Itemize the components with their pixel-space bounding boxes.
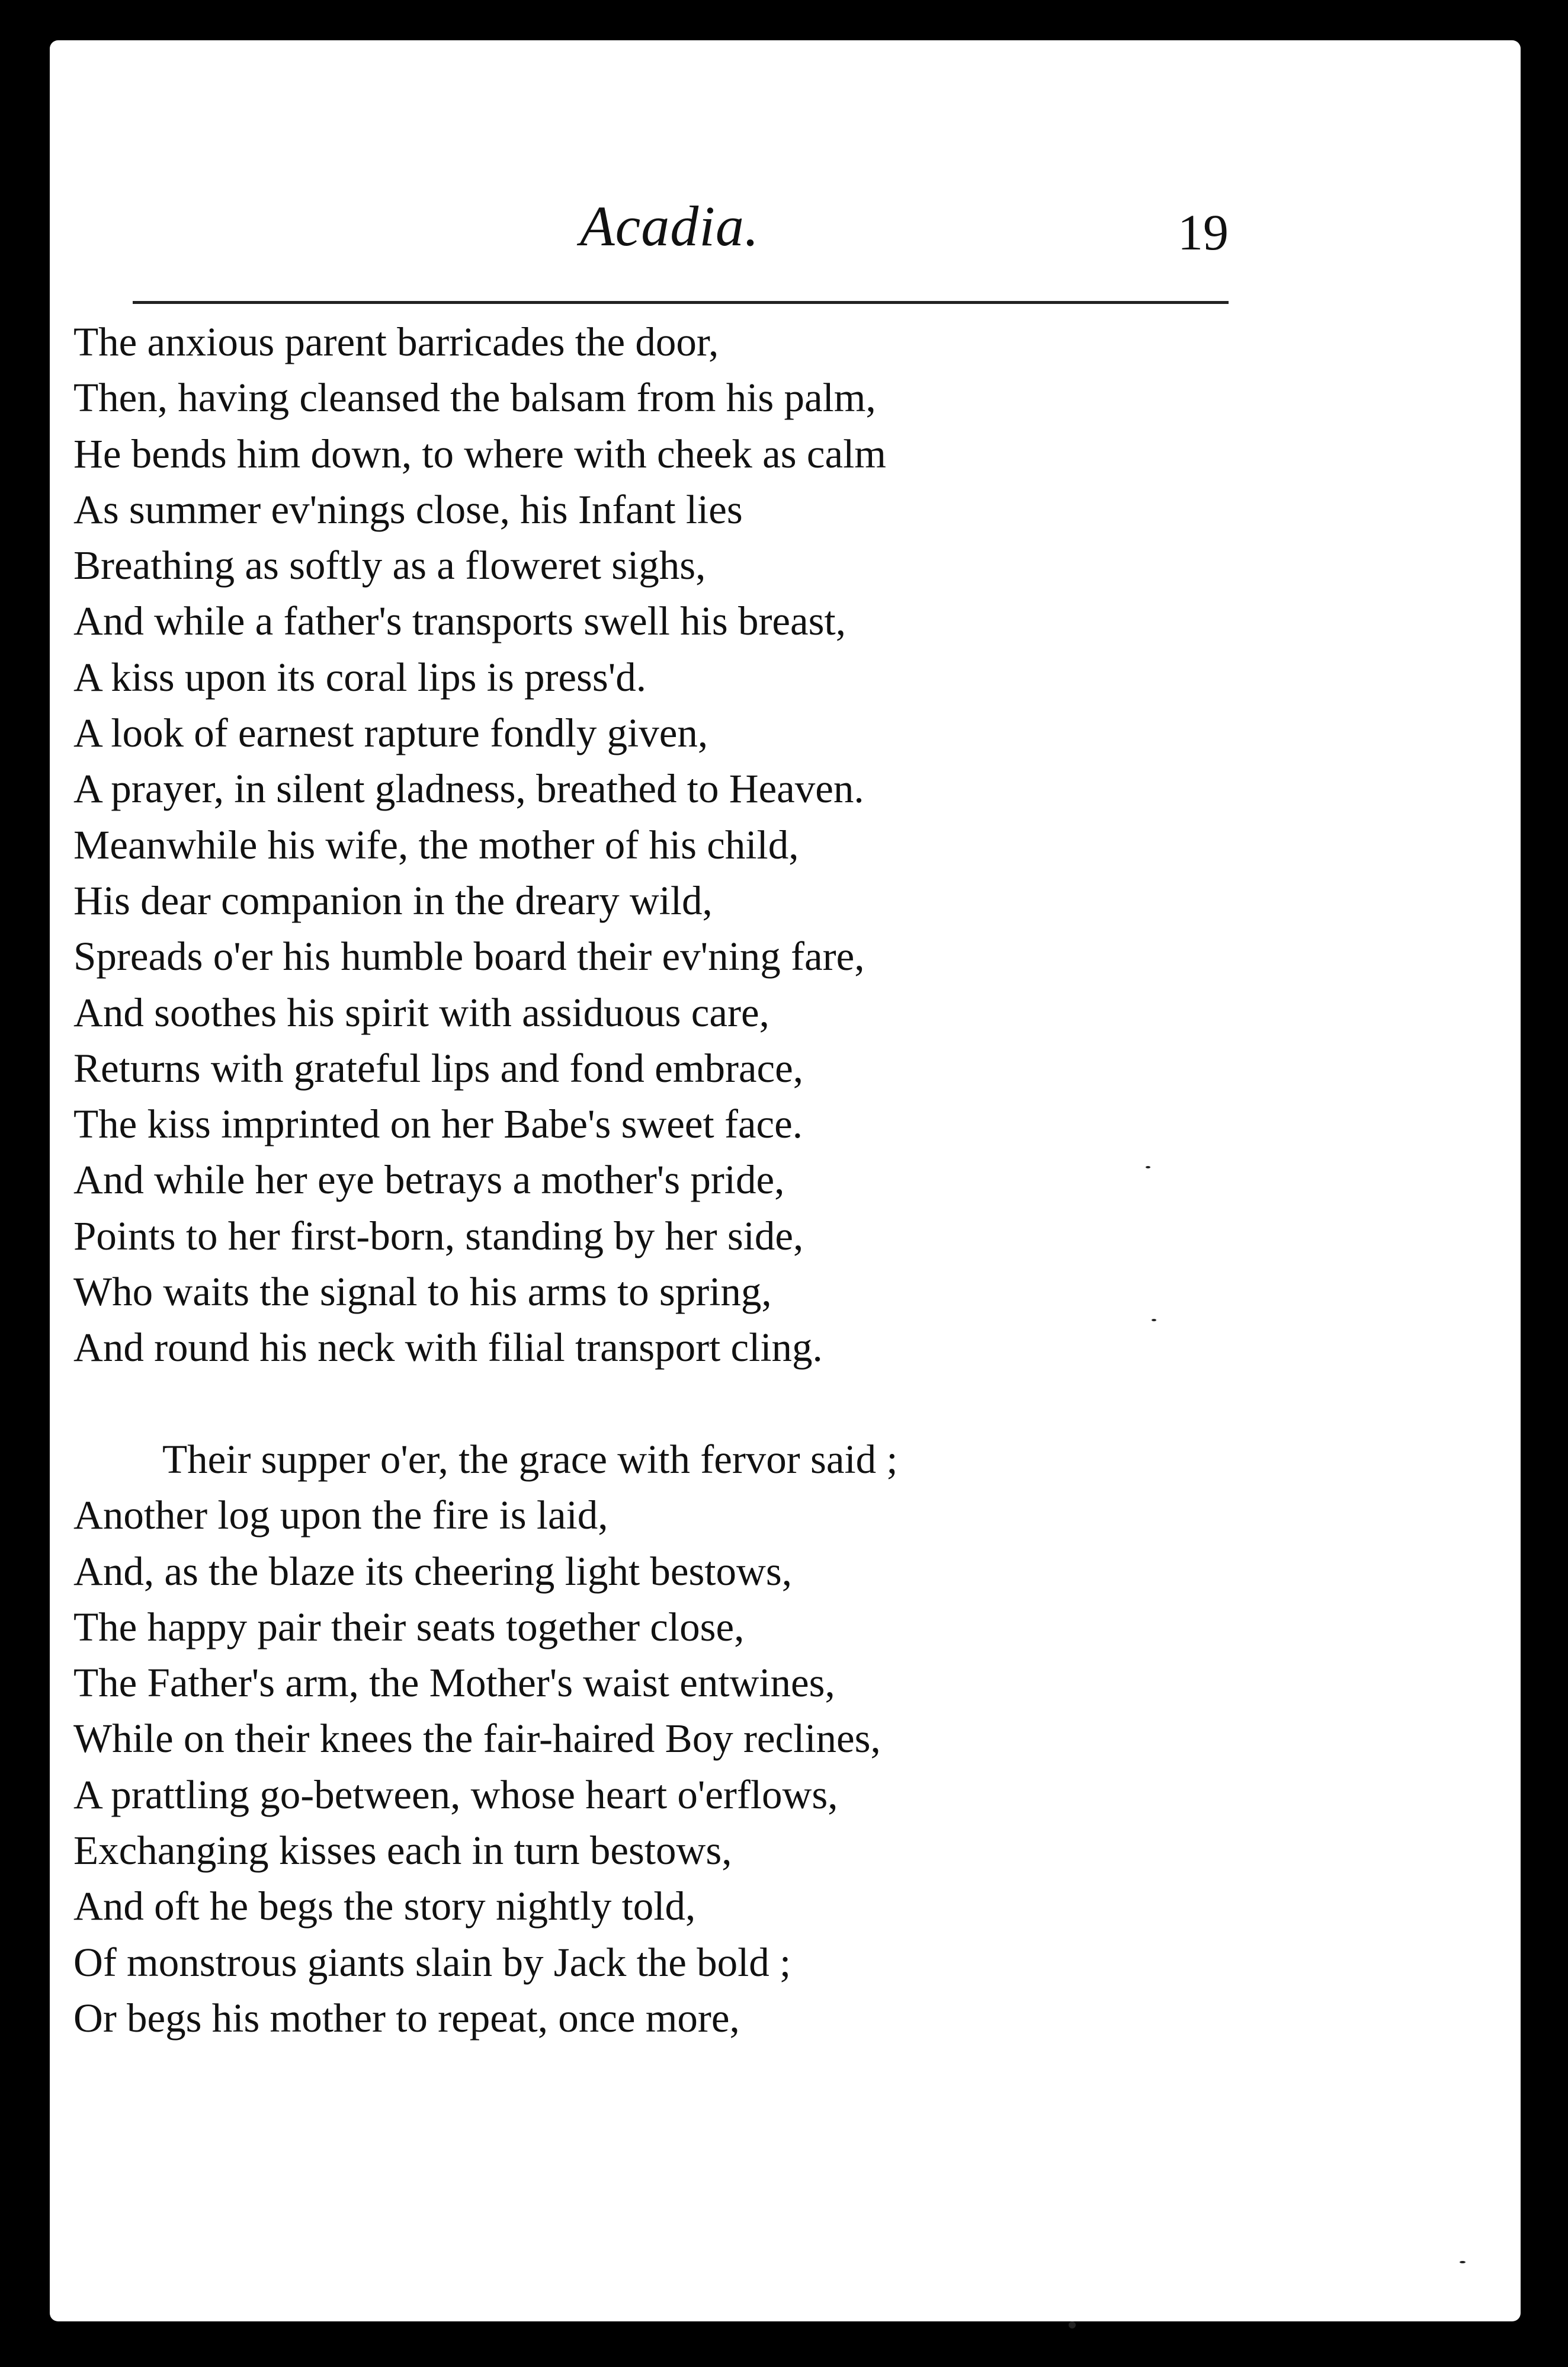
page-speck <box>1069 2321 1076 2328</box>
page-speck <box>1152 1319 1156 1321</box>
verse-line: He bends him down, to where with cheek as calm <box>73 431 886 476</box>
verse-line: The anxious parent barricades the door, <box>73 319 719 364</box>
verse-line: Another log upon the fire is laid, <box>73 1492 608 1538</box>
verse-line: Who waits the signal to his arms to spring, <box>73 1269 772 1315</box>
verse-line: And round his neck with filial transport cling. <box>73 1325 823 1370</box>
verse-line: Then, having cleansed the balsam from his palm, <box>73 375 876 421</box>
header-rule <box>133 301 1229 304</box>
verse-line: Breathing as softly as a floweret sighs, <box>73 543 706 588</box>
stanza-2 <box>50 1431 1521 2046</box>
verse-line: Spreads o'er his humble board their ev'ning fare, <box>73 934 865 979</box>
verse-line: The kiss imprinted on her Babe's sweet face. <box>73 1101 803 1147</box>
verse-line: The happy pair their seats together close, <box>73 1604 745 1649</box>
page-number: 19 <box>1178 204 1229 261</box>
stanza-1 <box>50 314 1521 1376</box>
book-page <box>50 40 1521 2321</box>
verse-line: His dear companion in the dreary wild, <box>73 877 713 923</box>
verse-line: As summer ev'nings close, his Infant lies <box>73 486 743 532</box>
verse-line: While on their knees the fair-haired Boy reclines, <box>73 1716 881 1761</box>
verse-line: Or begs his mother to repeat, once more, <box>73 1995 740 2041</box>
verse-line: And while a father's transports swell his breast, <box>73 598 846 644</box>
page-speck <box>1146 1166 1150 1168</box>
verse-line: A prattling go-between, whose heart o'erflows, <box>73 1772 838 1817</box>
verse-line: A look of earnest rapture fondly given, <box>73 710 708 756</box>
verse-line: Points to her first-born, standing by her side, <box>73 1213 804 1258</box>
verse-line: A kiss upon its coral lips is press'd. <box>73 654 646 700</box>
verse-line: Meanwhile his wife, the mother of his child, <box>73 822 799 867</box>
verse-line: And oft he begs the story nightly told, <box>73 1884 696 1929</box>
verse-line: A prayer, in silent gladness, breathed to Heaven. <box>73 766 864 812</box>
verse-line: The Father's arm, the Mother's waist entwines, <box>73 1660 835 1706</box>
verse-line: Their supper o'er, the grace with fervor said ; <box>162 1437 898 1482</box>
verse-line: And while her eye betrays a mother's pride, <box>73 1157 785 1203</box>
verse-line: Exchanging kisses each in turn bestows, <box>73 1828 732 1873</box>
verse-line: And soothes his spirit with assiduous care, <box>73 989 769 1035</box>
verse-line: Of monstrous giants slain by Jack the bold ; <box>73 1939 791 1985</box>
page-speck <box>1460 2261 1466 2263</box>
verse-line: Returns with grateful lips and fond embrace, <box>73 1045 804 1091</box>
running-title: Acadia. <box>580 194 759 258</box>
verse-line: And, as the blaze its cheering light bestows, <box>73 1548 792 1594</box>
page-header <box>133 182 1229 277</box>
